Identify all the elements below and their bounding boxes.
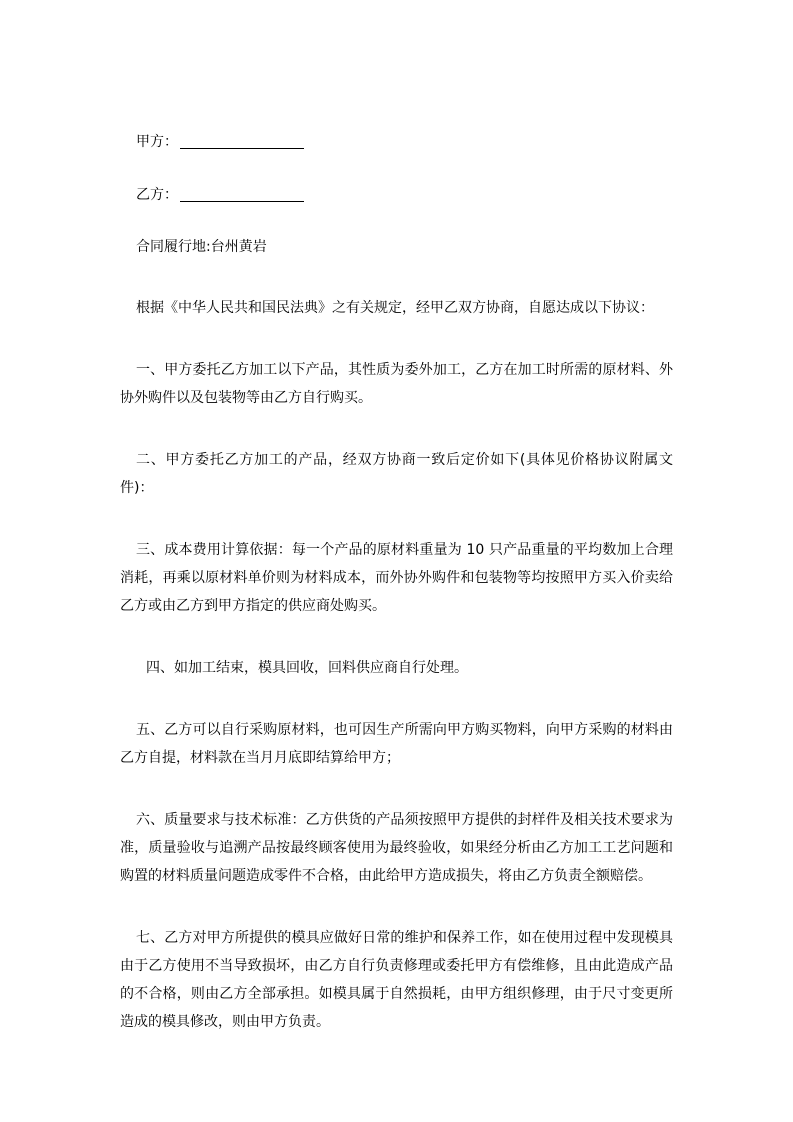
clause-1: 一、甲方委托乙方加工以下产品，其性质为委外加工，乙方在加工时所需的原材料、外协外购件以及包装物等由乙方自行购买。 (120, 362, 673, 406)
clause-7: 七、乙方对甲方所提供的模具应做好日常的维护和保养工作，如在使用过程中发现模具由于乙方使用不当导致损坏，由乙方自行负责修理或委托甲方有偿维修，且由此造成产品的不合格，则由乙方全部承担。如模具属于自然损耗，由甲方组织修理，由于尺寸变更所造成的模具修改，则由甲方负责。 (120, 930, 673, 1030)
party-b-label: 乙方： (136, 187, 178, 203)
party-a-line (136, 130, 673, 154)
clause-3: 三、成本费用计算依据：每一个产品的原材料重量为 10 只产品重量的平均数加上合理消耗，再乘以原材料单价则为材料成本，而外协外购件和包装物等均按照甲方买入价卖给乙方或由乙方到甲方指定的供应商处购买。 (120, 542, 673, 614)
clause-6: 六、质量要求与技术标准：乙方供货的产品须按照甲方提供的封样件及相关技术要求为准，质量验收与追溯产品按最终顾客使用为最终验收，如果经分析由乙方加工工艺问题和购置的材料质量问题造成零件不合格，由此给甲方造成损失，将由乙方负责全额赔偿。 (120, 812, 673, 884)
clause-4: 四、如加工结束，模具回收，回料供应商自行处理。 (146, 660, 468, 676)
clause-5: 五、乙方可以自行采购原材料，也可因生产所需向甲方购买物料，向甲方采购的材料由乙方自提，材料款在当月月底即结算给甲方； (120, 722, 673, 766)
party-a-blank (180, 133, 304, 149)
party-b-line (136, 183, 673, 207)
clause-2: 二、甲方委托乙方加工的产品，经双方协商一致后定价如下(具体见价格协议附属文件)： (120, 452, 673, 496)
intro-paragraph: 根据《中华人民共和国民法典》之有关规定，经甲乙双方协商，自愿达成以下协议： (136, 300, 654, 316)
party-a-label: 甲方： (136, 134, 178, 150)
place-of-performance: 合同履行地:台州黄岩 (136, 239, 267, 255)
party-b-blank (180, 186, 304, 202)
